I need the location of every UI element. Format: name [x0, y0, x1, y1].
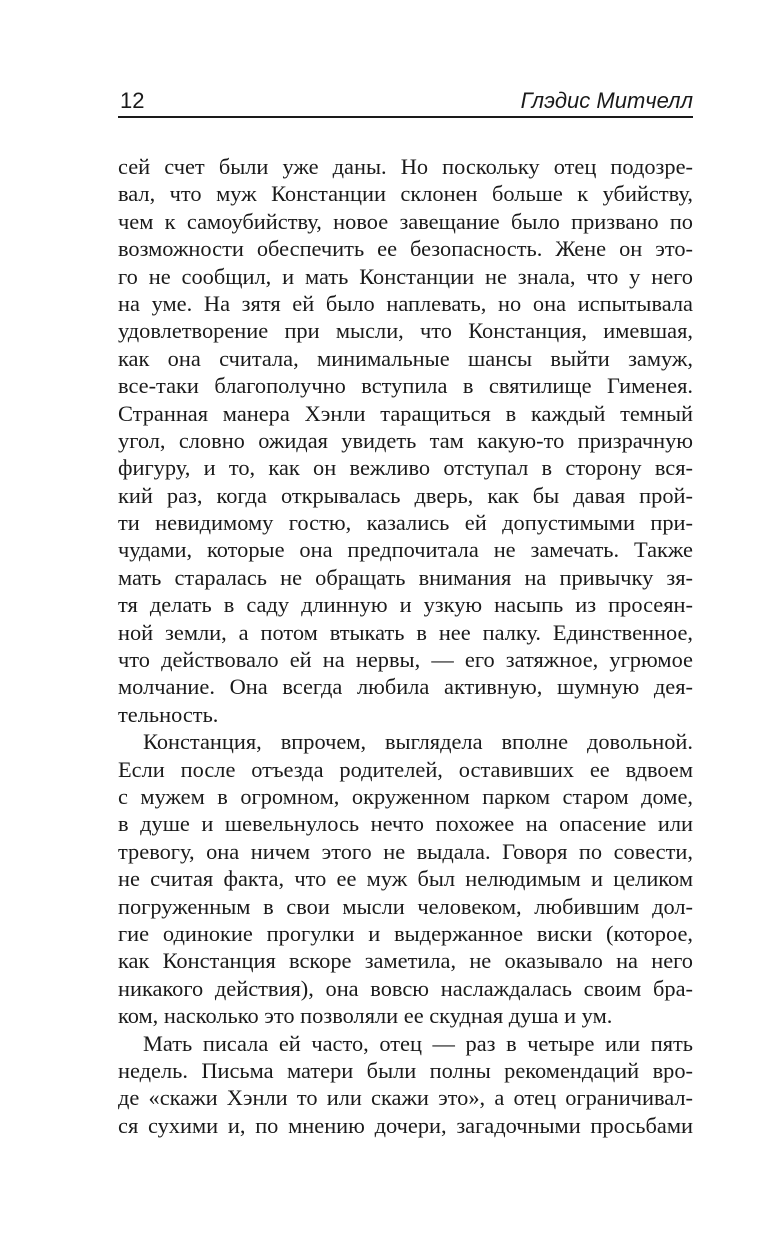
text-line: ной земли, а потом втыкать в нее палку. Единственное, — [118, 619, 693, 645]
text-line: угол, словно ожидая увидеть там какую-то призрачную — [118, 427, 693, 453]
text-line: фигуру, и то, как он вежливо отступал в сторону вся- — [118, 455, 693, 481]
page-header — [118, 88, 693, 118]
text-line: в душе и шевельнулось нечто похожее на опасение или — [118, 811, 693, 837]
text-line: ся сухими и, по мнению дочери, загадочными просьбами — [118, 1112, 693, 1138]
text-line: не считая факта, что ее муж был нелюдимым и целиком — [118, 866, 693, 892]
text-line: на уме. На зятя ей было наплевать, но она испытывала — [118, 290, 693, 316]
text-line: сей счет были уже даны. Но поскольку отец подозре- — [118, 154, 693, 179]
paragraph — [118, 153, 693, 728]
text-line: кий раз, когда открывалась дверь, как бы давая прой- — [118, 482, 693, 508]
body-text — [118, 153, 693, 1139]
text-line: чудами, которые она предпочитала не замечать. Также — [118, 537, 693, 563]
text-line: молчание. Она всегда любила активную, шумную дея- — [118, 674, 693, 700]
text-line: как Констанция вскоре заметила, не оказывало на него — [118, 948, 693, 974]
page-number: 12 — [120, 88, 145, 113]
text-line: что действовало ей на нервы, — его затяжное, угрюмое — [118, 647, 693, 673]
text-line: ти невидимому гостю, казались ей допустимыми при- — [118, 510, 693, 536]
text-line: с мужем в огромном, окруженном парком старом доме, — [118, 783, 693, 809]
text-line: недель. Письма матери были полны рекомендаций вро- — [118, 1057, 693, 1083]
paragraph — [118, 728, 693, 1029]
text-line: все-таки благополучно вступила в святилище Гименея. — [118, 373, 693, 399]
text-line: тельность. — [118, 701, 219, 727]
text-line: Мать писала ей часто, отец — раз в четыре или пять — [143, 1030, 693, 1056]
text-line: тревогу, она ничем этого не выдала. Говоря по совести, — [118, 838, 693, 864]
text-line: чем к самоубийству, новое завещание было призвано по — [118, 208, 693, 234]
paragraph — [118, 1030, 693, 1140]
text-line: погруженным в свои мысли человеком, любившим дол- — [118, 893, 693, 919]
text-line: возможности обеспечить ее безопасность. Жене он это- — [118, 236, 693, 262]
text-line: как она считала, минимальные шансы выйти замуж, — [118, 345, 693, 371]
text-line: тя делать в саду длинную и узкую насыпь из просеян- — [118, 592, 693, 618]
text-line: вал, что муж Констанции склонен больше к убийству, — [118, 181, 693, 207]
text-line: го не сообщил, и мать Констанции не знала, что у него — [118, 263, 693, 289]
text-line: Констанция, впрочем, выглядела вполне довольной. — [143, 729, 693, 755]
text-line: Если после отъезда родителей, оставивших ее вдвоем — [118, 756, 693, 782]
text-line: удовлетворение при мысли, что Констанция, имевшая, — [118, 318, 693, 344]
text-line: гие одинокие прогулки и выдержанное виски (которое, — [118, 920, 693, 946]
text-line: никакого действия), она вовсю наслаждалась своим бра- — [118, 975, 693, 1001]
text-line: ком, насколько это позволяли ее скудная душа и ум. — [118, 1003, 613, 1029]
running-head-author: Глэдис Митчелл — [520, 88, 693, 113]
text-line: мать старалась не обращать внимания на привычку зя- — [118, 564, 693, 590]
text-line: де «скажи Хэнли то или скажи это», а отец ограничивал- — [118, 1085, 693, 1111]
text-line: Странная манера Хэнли таращиться в каждый темный — [118, 400, 693, 426]
